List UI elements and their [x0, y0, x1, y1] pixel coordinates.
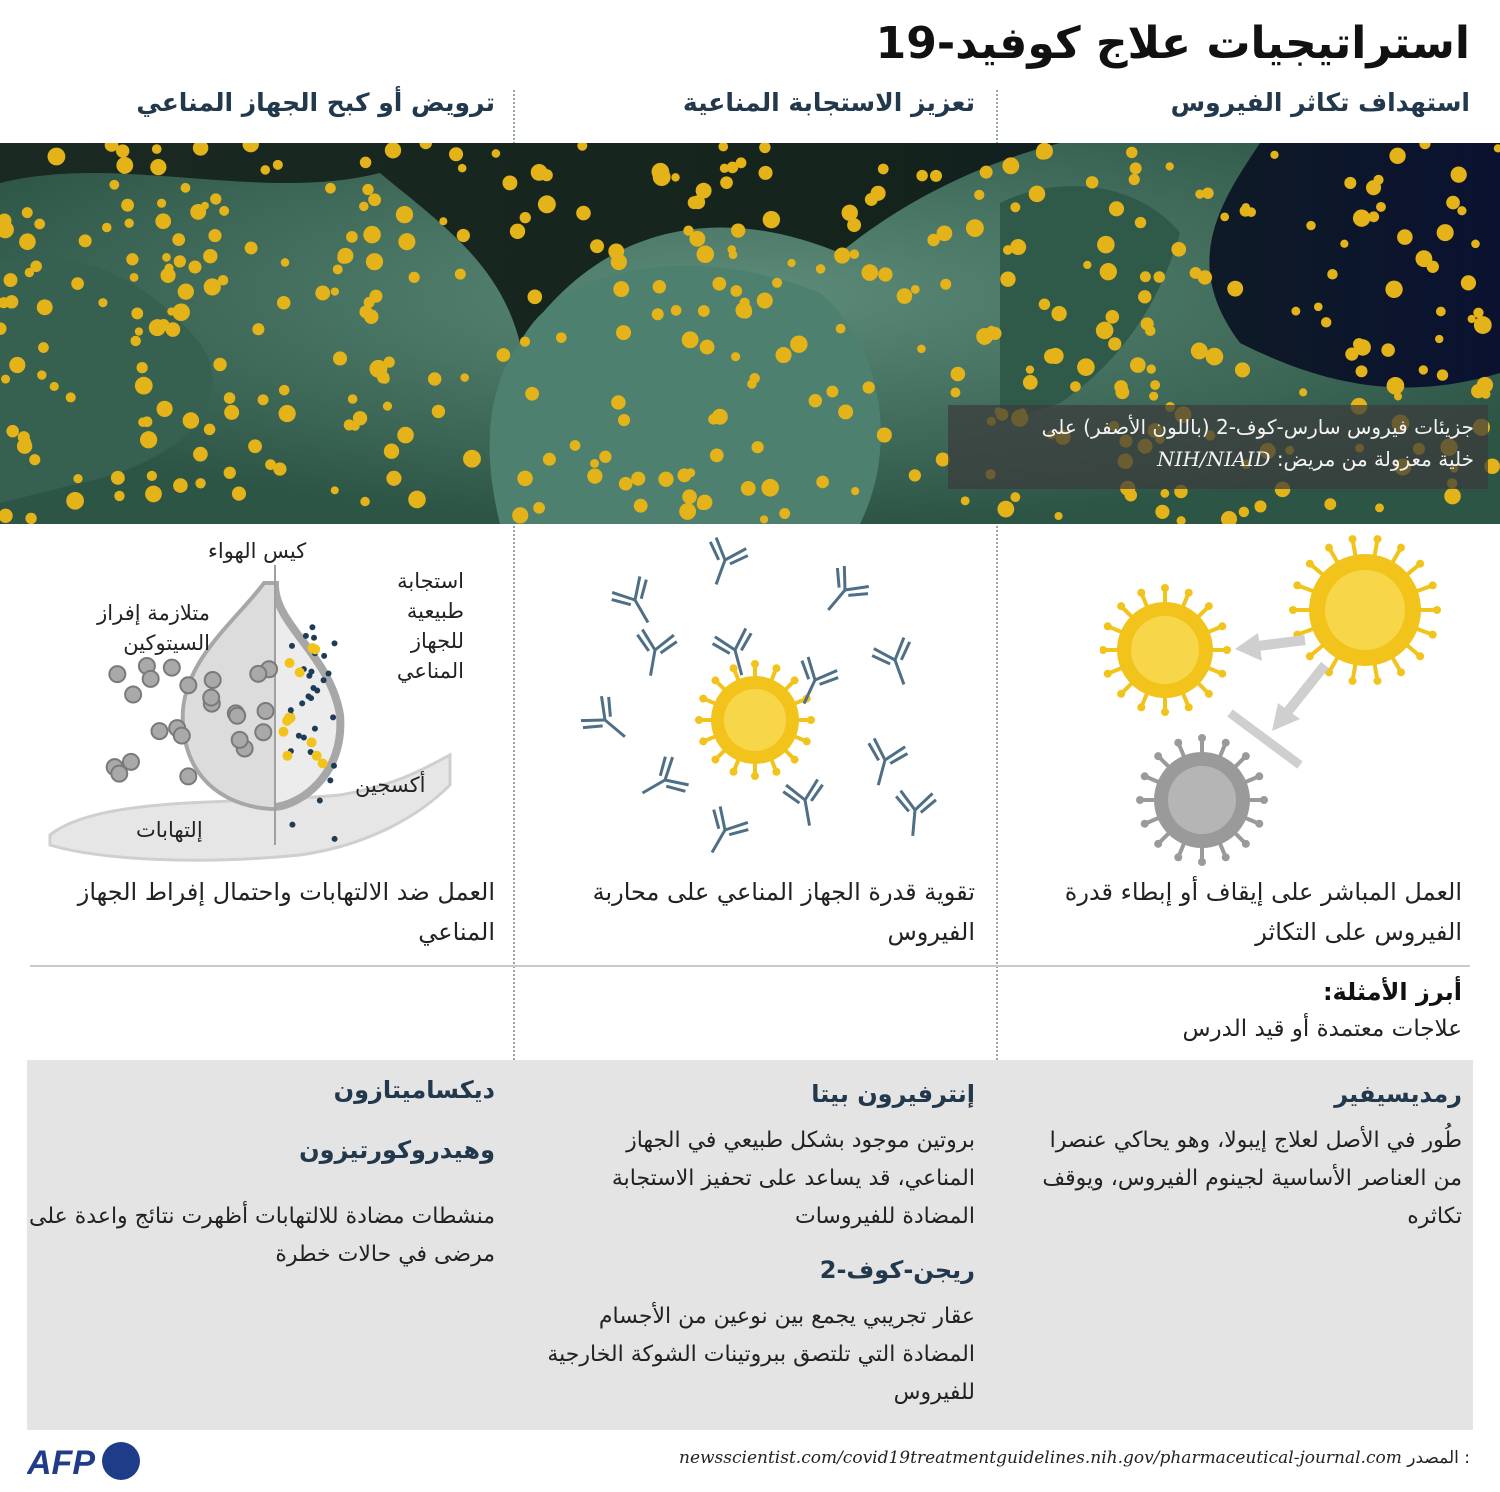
antibody-illustration	[575, 530, 945, 870]
label-cytokine-syndrome: متلازمة إفراز السيتوكين	[97, 601, 210, 655]
virus-icon	[695, 660, 815, 780]
antibody-icon	[695, 804, 752, 862]
antibody-icon	[609, 574, 666, 632]
caption-line-1: جزيئات فيروس سارس-كوف-2 (باللون الأصفر) على	[1041, 415, 1474, 439]
examples-title: أبرز الأمثلة:	[1322, 978, 1462, 1006]
afp-logo	[27, 1438, 147, 1486]
source-line	[679, 1448, 1470, 1468]
photo-caption	[948, 405, 1488, 489]
drug-name-remdesivir: رمديسيفير	[1334, 1080, 1462, 1108]
page-title: استراتيجيات علاج كوفيد-19	[875, 18, 1470, 69]
examples-subtitle: علاجات معتمدة أو قيد الدرس	[1182, 1016, 1462, 1042]
large-virus-icon	[1289, 535, 1441, 685]
antibody-icon	[859, 737, 909, 790]
virus-copy-icon	[1100, 584, 1231, 716]
drug-text-corticosteroids: منشطات مضادة للالتهابات أظهرت نتائج واعدة على مرضى في حالات خطرة	[29, 1204, 495, 1267]
antibody-icon	[631, 629, 678, 679]
source-urls: newsscientist.com/covid19treatmentguidelines.nih.gov/pharmaceutical-journal.com	[679, 1448, 1402, 1468]
drug-name-regencov: ريجن-كوف-2	[819, 1256, 975, 1284]
column-heading-boost-immunity: تعزيز الاستجابة المناعية	[682, 88, 975, 117]
caption-prefix: خلية معزولة من مريض:	[1276, 447, 1474, 471]
drug-text-remdesivir: طُور في الأصل لعلاج إيبولا، وهو يحاكي عنصرا من العناصر الأساسية لجينوم الفيروس، ويوقف تكاثره	[1042, 1128, 1462, 1229]
antibody-icon	[870, 636, 923, 691]
description-boost-immunity: تقوية قدرة الجهاز المناعي على محاربة الفيروس	[592, 878, 975, 946]
drug-name-hydrocortisone: وهيدروكورتيزون	[299, 1136, 495, 1164]
afp-logo-graphic	[27, 1438, 147, 1482]
virus-replication-illustration	[1100, 535, 1450, 875]
inactive-virus-icon	[1136, 734, 1268, 866]
column-heading-suppress-immunity: ترويض أو كبح الجهاز المناعي	[136, 88, 495, 117]
drug-text-interferon: بروتين موجود بشكل طبيعي في الجهاز المناعي، قد يساعد على تحفيز الاستجابة المضادة للفيروسات	[611, 1128, 975, 1229]
label-natural-response: استجابة طبيعية للجهاز المناعي	[396, 569, 464, 683]
antibody-icon	[893, 790, 937, 837]
description-target-replication: العمل المباشر على إيقاف أو إبطاء قدرة الفيروس على التكاثر	[1064, 878, 1462, 946]
description-suppress-immunity: العمل ضد الالتهابات واحتمال إفراط الجهاز المناعي	[77, 878, 495, 946]
antibody-icon	[632, 754, 690, 811]
antibody-icon	[697, 536, 750, 591]
drug-text-regencov: عقار تجريبي يجمع بين نوعين من الأجسام المضادة التي تلتصق ببروتينات الشوكة الخارجية للفيروس	[547, 1304, 975, 1405]
column-heading-target-replication: استهداف تكاثر الفيروس	[1170, 88, 1470, 117]
drug-name-dexamethasone: ديكساميتازون	[333, 1076, 495, 1104]
label-oxygen: أكسجين	[355, 773, 426, 797]
label-air-sac: كيس الهواء	[208, 539, 307, 563]
antibody-icon	[782, 779, 829, 829]
section-divider	[30, 965, 1470, 967]
caption-line-2	[962, 443, 1474, 475]
antibody-icon	[813, 563, 872, 622]
label-inflammation: إلتهابات	[136, 818, 203, 842]
caption-credit: NIH/NIAID	[1157, 447, 1271, 471]
antibody-icon	[578, 693, 637, 752]
drug-name-interferon: إنترفيرون بيتا	[811, 1080, 975, 1108]
afp-logo-text: AFP	[27, 1444, 95, 1482]
source-label: المصدر :	[1407, 1448, 1470, 1468]
